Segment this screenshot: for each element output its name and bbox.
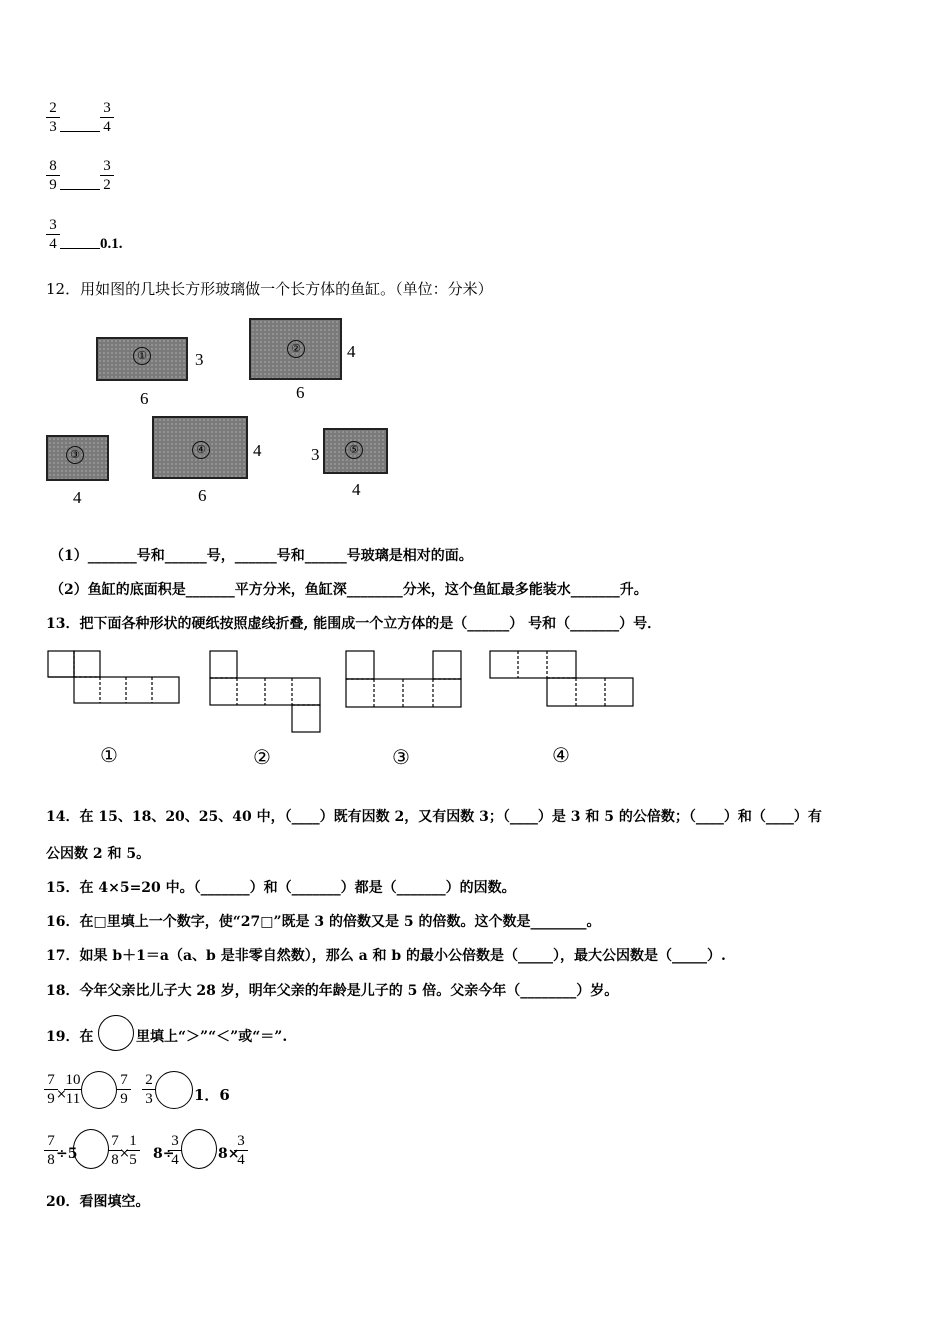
question-17: 17．如果 b＋1＝a（a、b 是非零自然数），那么 a 和 b 的最小公倍数是（_____），最大公因数是（_____）. (46, 948, 726, 964)
fraction (46, 100, 60, 135)
denominator: 3 (145, 1091, 153, 1107)
fraction (168, 1133, 182, 1168)
fraction (126, 1133, 140, 1168)
fraction (46, 158, 60, 193)
question-12-part-1: （1）_______号和______号，______号和______号玻璃是相对的面。 (50, 548, 473, 564)
operator: 8× (218, 1146, 240, 1162)
denominator: 4 (103, 119, 111, 135)
numerator: 1 (129, 1133, 137, 1149)
denominator: 11 (65, 1091, 81, 1107)
dimension-label: 4 (347, 342, 356, 361)
dimension-label: 4 (352, 480, 361, 499)
answer-blank[interactable] (60, 189, 100, 190)
question-12: 12．用如图的几块长方形玻璃做一个长方体的鱼缸。（单位：分米） (46, 280, 493, 298)
denominator: 4 (171, 1152, 179, 1168)
question-12-part-2: （2）鱼缸的底面积是_______平方分米，鱼缸深________分米，这个鱼缸最多能装水_______升。 (50, 582, 648, 598)
question-19: 19．在 (46, 1029, 94, 1045)
piece-number: ② (287, 340, 305, 358)
compare-value: 1．6 (194, 1086, 230, 1104)
answer-circle[interactable] (181, 1129, 217, 1169)
numerator: 7 (111, 1133, 119, 1149)
piece-number: ⑤ (345, 441, 363, 459)
answer-circle[interactable] (155, 1071, 193, 1109)
compare-value: 0.1. (100, 236, 123, 252)
question-13: 13．把下面各种形状的硬纸按照虚线折叠, 能围成一个立方体的是（______） 号和（_______）号． (46, 616, 662, 632)
denominator: 9 (49, 177, 57, 193)
dimension-label: 6 (296, 383, 305, 402)
dimension-label: 6 (140, 389, 149, 408)
numerator: 8 (49, 158, 57, 174)
net-caption: ① (100, 743, 118, 767)
denominator: 9 (120, 1091, 128, 1107)
cube-nets (40, 645, 660, 740)
denominator: 2 (103, 177, 111, 193)
denominator: 5 (129, 1152, 137, 1168)
numerator: 7 (47, 1072, 55, 1088)
question-20: 20．看图填空。 (46, 1194, 150, 1210)
denominator: 4 (49, 236, 57, 252)
denominator: 8 (47, 1152, 55, 1168)
question-14-continued: 公因数 2 和 5。 (46, 846, 151, 862)
fraction (234, 1133, 248, 1168)
denominator: 8 (111, 1152, 119, 1168)
answer-blank[interactable] (60, 248, 100, 249)
numerator: 10 (65, 1072, 81, 1088)
fraction (100, 100, 114, 135)
fraction (46, 217, 60, 252)
denominator: 9 (47, 1091, 55, 1107)
net-caption: ④ (552, 743, 570, 767)
fraction (117, 1072, 131, 1107)
numerator: 7 (47, 1133, 55, 1149)
piece-number: ① (133, 347, 151, 365)
piece-number: ③ (66, 446, 84, 464)
cube-net-3 (346, 651, 461, 707)
cube-net-4 (490, 651, 633, 706)
answer-circle[interactable] (81, 1071, 117, 1109)
dimension-label: 4 (253, 441, 262, 460)
operator: × (56, 1087, 67, 1102)
piece-number: ④ (192, 441, 210, 459)
fraction (142, 1072, 156, 1107)
numerator: 7 (120, 1072, 128, 1088)
numerator: 3 (103, 100, 111, 116)
numerator: 3 (237, 1133, 245, 1149)
question-18: 18．今年父亲比儿子大 28 岁，明年父亲的年龄是儿子的 5 倍。父亲今年（________）岁。 (46, 983, 619, 999)
numerator: 2 (145, 1072, 153, 1088)
question-19-instruction: 里填上“＞”“＜”或“＝”. (136, 1029, 288, 1045)
cube-net-2 (210, 651, 320, 732)
question-15: 15．在 4×5=20 中。（_______）和（_______）都是（_______）的因数。 (46, 880, 516, 896)
net-caption: ③ (392, 745, 410, 769)
dimension-label: 4 (73, 488, 82, 507)
fraction (100, 158, 114, 193)
dimension-label: 6 (198, 486, 207, 505)
question-16: 16．在□里填上一个数字，使“27□”既是 3 的倍数又是 5 的倍数。这个数是________。 (46, 914, 601, 930)
numerator: 2 (49, 100, 57, 116)
answer-blank[interactable] (60, 131, 100, 132)
denominator: 4 (237, 1152, 245, 1168)
numerator: 3 (103, 158, 111, 174)
cube-net-1 (48, 651, 179, 703)
operator: ÷5 (56, 1146, 78, 1162)
answer-circle[interactable] (98, 1015, 134, 1051)
numerator: 3 (49, 217, 57, 233)
fraction (64, 1072, 82, 1107)
denominator: 3 (49, 119, 57, 135)
numerator: 3 (171, 1133, 179, 1149)
answer-circle[interactable] (73, 1129, 109, 1169)
dimension-label: 3 (311, 445, 320, 464)
operator: 8÷ (153, 1146, 175, 1162)
question-14: 14．在 15、18、20、25、40 中，（____）既有因数 2，又有因数 3；（____）是 3 和 5 的公倍数；（____）和（____）有 (46, 809, 822, 825)
net-caption: ② (253, 745, 271, 769)
operator: × (119, 1146, 130, 1161)
dimension-label: 3 (195, 350, 204, 369)
